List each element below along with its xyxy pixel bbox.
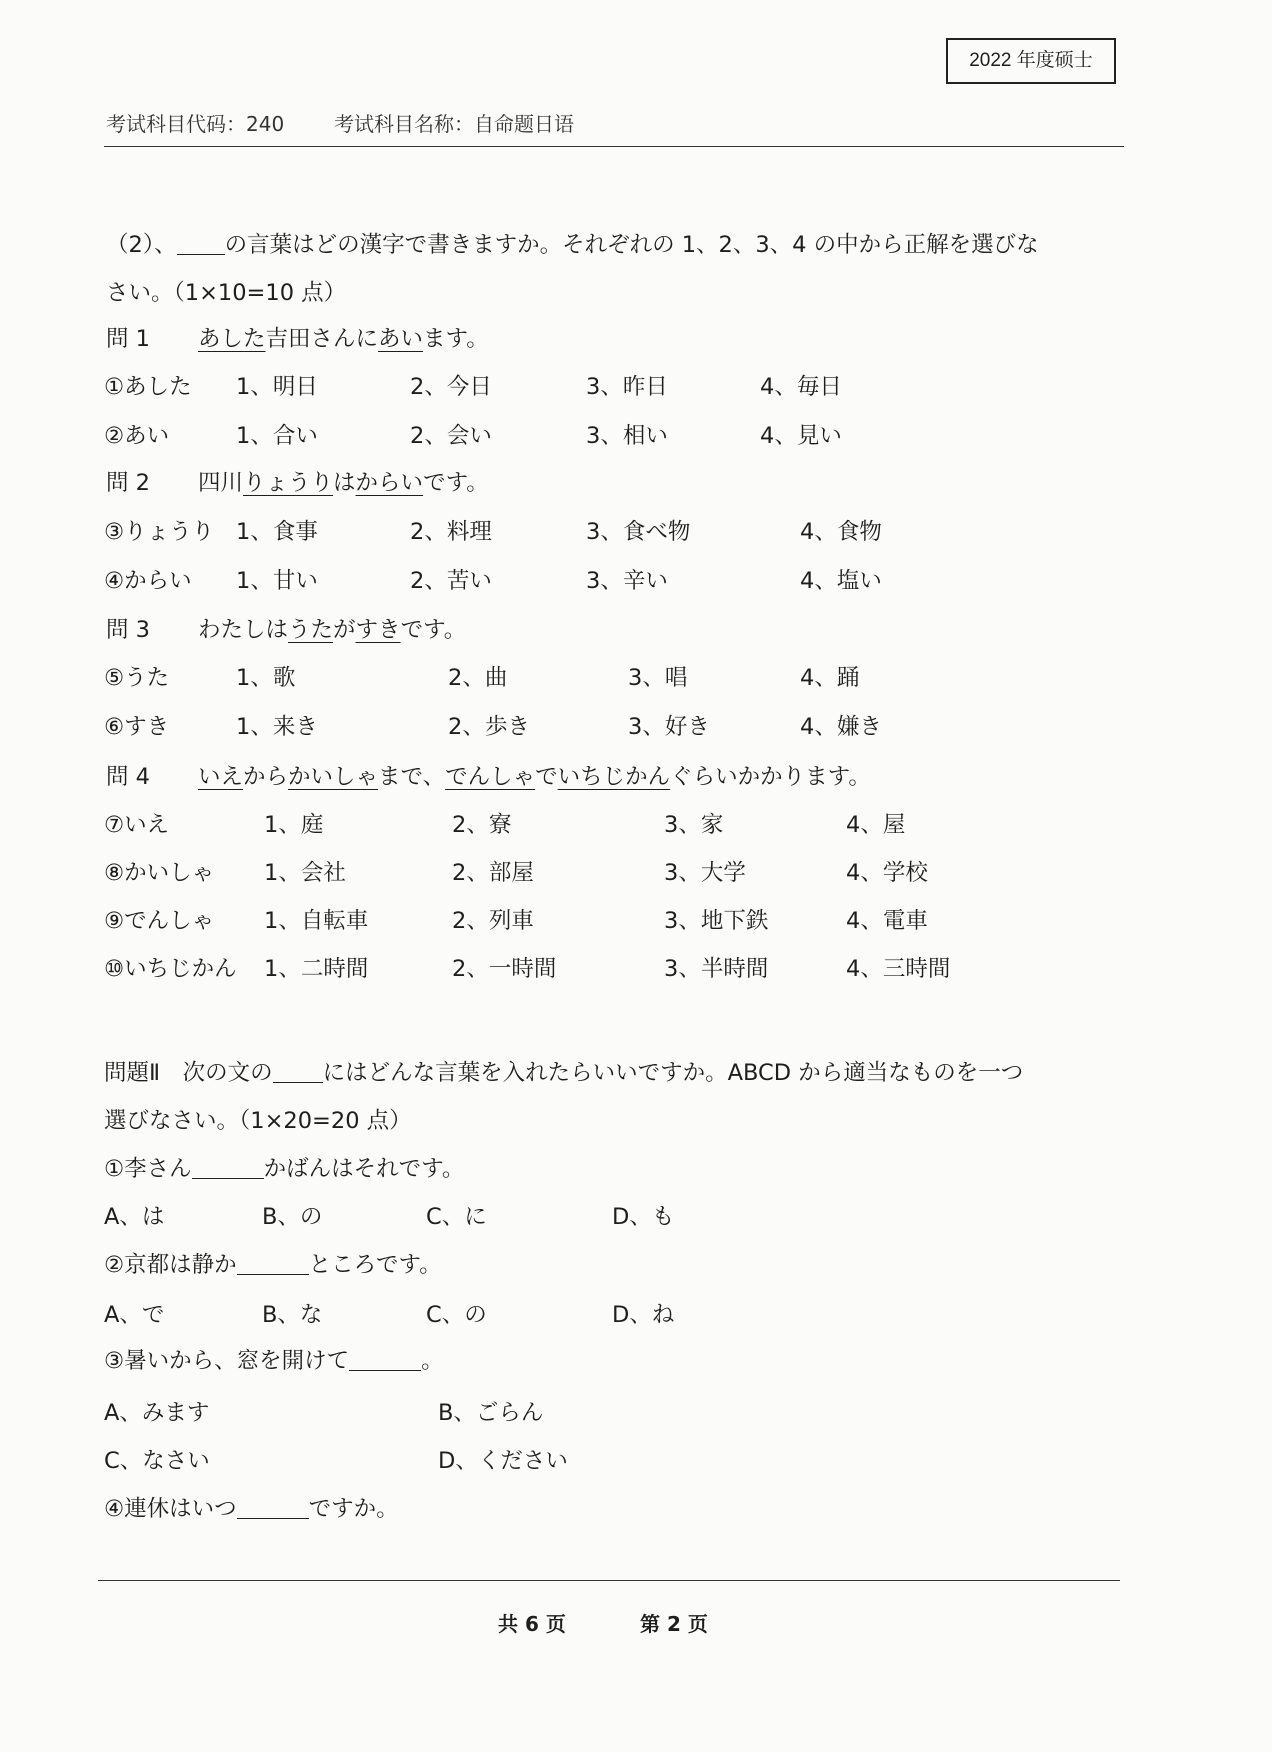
section-ii-title-rest: にはどんな言葉を入れたらいいですか。ABCD から適当なものを一つ	[322, 1060, 1024, 1086]
answer-option: 2、一時間	[452, 956, 557, 982]
item-label: ⑩いちじかん	[104, 956, 237, 982]
degree-year-badge: 2022 年度硕士	[946, 38, 1116, 84]
answer-option: 3、辛い	[586, 568, 668, 594]
section-ii-title: 問題Ⅱ 次の文の	[104, 1060, 273, 1086]
item-label: ⑤うた	[104, 665, 170, 691]
answer-option: 2、部屋	[452, 860, 534, 886]
underlined-word: あした	[198, 326, 266, 352]
answer-option: 1、食事	[236, 519, 318, 545]
choice-option: B、ごらん	[438, 1400, 544, 1426]
item-label: ⑨でんしゃ	[104, 908, 215, 934]
header-rule	[104, 146, 1124, 147]
sentence-text: です。	[423, 470, 489, 496]
answer-option: 3、唱	[628, 665, 688, 691]
underlined-word: かいしゃ	[288, 764, 379, 790]
choice-option: D、ね	[612, 1302, 675, 1328]
footer-rule	[98, 1580, 1120, 1581]
answer-option: 2、列車	[452, 908, 534, 934]
answer-option: 2、料理	[410, 519, 492, 545]
answer-option: 4、三時間	[846, 956, 951, 982]
answer-option: 2、寮	[452, 812, 512, 838]
question-text-after: ところです。	[308, 1252, 442, 1278]
question-text-after: ですか。	[308, 1496, 399, 1522]
answer-option: 2、今日	[410, 374, 492, 400]
underlined-word: うた	[288, 617, 334, 643]
question-sentence	[198, 324, 489, 354]
fill-in-question	[104, 1154, 464, 1184]
answer-option: 2、曲	[448, 665, 508, 691]
section-ii-instruction	[104, 1058, 1023, 1088]
choice-option: C、の	[426, 1302, 487, 1328]
answer-option: 1、庭	[264, 812, 324, 838]
question-sentence	[198, 762, 871, 792]
underlined-word: りょうり	[243, 470, 334, 496]
answer-option: 3、相い	[586, 423, 668, 449]
subject-code: 考试科目代码：240	[106, 112, 285, 136]
question-text-before: ①李さん	[104, 1156, 192, 1182]
underlined-word: でんしゃ	[445, 764, 536, 790]
question-text-before: ③暑いから、窓を開けて	[104, 1348, 350, 1374]
sentence-text: で	[535, 764, 558, 790]
answer-option: 4、見い	[760, 423, 842, 449]
section2-instruction-line2: さい。（1×10=10 点）	[106, 280, 347, 306]
answer-option: 4、食物	[800, 519, 882, 545]
sentence-text: は	[333, 470, 356, 496]
answer-blank	[177, 230, 225, 255]
choice-option: A、で	[104, 1302, 165, 1328]
item-label: ⑧かいしゃ	[104, 860, 215, 886]
section2-instruction-text: の言葉はどの漢字で書きますか。それぞれの 1、2、3、4 の中から正解を選びな	[224, 232, 1039, 258]
answer-option: 3、家	[664, 812, 724, 838]
sentence-text: 四川	[198, 470, 244, 496]
section-ii-line2: 選びなさい。（1×20=20 点）	[104, 1108, 412, 1134]
question-text-after: 。	[421, 1348, 444, 1374]
underlined-word: すき	[355, 617, 401, 643]
choice-option: C、に	[426, 1204, 487, 1230]
sentence-text: ぐらいかかります。	[670, 764, 871, 790]
answer-blank	[349, 1346, 421, 1371]
sentence-text: わたしは	[198, 617, 289, 643]
answer-option: 4、学校	[846, 860, 928, 886]
sentence-text: 吉田さんに	[265, 326, 379, 352]
answer-option: 4、踊	[800, 665, 860, 691]
item-label: ③りょうり	[104, 519, 215, 545]
choice-option: B、の	[262, 1204, 323, 1230]
question-label: 問 4	[106, 764, 150, 790]
choice-option: D、も	[612, 1204, 675, 1230]
answer-option: 4、屋	[846, 812, 906, 838]
choice-option: B、な	[262, 1302, 323, 1328]
answer-option: 1、来き	[236, 714, 318, 740]
answer-option: 4、塩い	[800, 568, 882, 594]
answer-option: 1、明日	[236, 374, 318, 400]
underlined-word: いちじかん	[557, 764, 671, 790]
sentence-text: まで、	[378, 764, 446, 790]
section2-number: （2）、	[106, 232, 177, 258]
answer-option: 3、半時間	[664, 956, 769, 982]
answer-blank	[237, 1250, 309, 1275]
sentence-text: から	[243, 764, 289, 790]
question-sentence	[198, 468, 489, 498]
question-text-before: ②京都は静か	[104, 1252, 237, 1278]
underlined-word: いえ	[198, 764, 244, 790]
question-label: 問 1	[106, 326, 150, 352]
fill-in-question	[104, 1346, 444, 1376]
answer-option: 2、歩き	[448, 714, 530, 740]
answer-option: 4、嫌き	[800, 714, 882, 740]
choice-option: C、なさい	[104, 1448, 210, 1474]
item-label: ②あい	[104, 423, 170, 449]
sentence-text: ます。	[423, 326, 489, 352]
answer-blank	[273, 1058, 323, 1083]
question-sentence	[198, 615, 466, 645]
question-label: 問 2	[106, 470, 150, 496]
sentence-text: です。	[400, 617, 467, 643]
item-label: ⑥すき	[104, 714, 170, 740]
answer-option: 2、会い	[410, 423, 492, 449]
fill-in-question	[104, 1250, 442, 1280]
underlined-word: あい	[378, 326, 424, 352]
sentence-text: が	[333, 617, 356, 643]
question-label: 問 3	[106, 617, 150, 643]
underlined-word: からい	[355, 470, 424, 496]
page-current: 第 2 页	[640, 1612, 708, 1636]
answer-option: 3、好き	[628, 714, 710, 740]
answer-blank	[237, 1494, 309, 1519]
answer-option: 3、昨日	[586, 374, 668, 400]
fill-in-question	[104, 1494, 399, 1524]
answer-option: 1、合い	[236, 423, 318, 449]
answer-option: 4、電車	[846, 908, 928, 934]
answer-option: 4、毎日	[760, 374, 842, 400]
item-label: ④からい	[104, 568, 192, 594]
choice-option: A、みます	[104, 1400, 210, 1426]
answer-option: 3、食べ物	[586, 519, 691, 545]
section2-instruction	[106, 230, 1039, 260]
item-label: ⑦いえ	[104, 812, 170, 838]
subject-name: 考试科目名称：自命题日语	[334, 112, 574, 136]
answer-option: 1、二時間	[264, 956, 369, 982]
choice-option: A、は	[104, 1204, 165, 1230]
question-text-before: ④連休はいつ	[104, 1496, 237, 1522]
choice-option: D、ください	[438, 1448, 568, 1474]
answer-option: 1、甘い	[236, 568, 318, 594]
answer-option: 2、苦い	[410, 568, 492, 594]
answer-option: 1、歌	[236, 665, 296, 691]
page-total: 共 6 页	[498, 1612, 566, 1636]
answer-blank	[192, 1154, 264, 1179]
item-label: ①あした	[104, 374, 192, 400]
question-text-after: かばんはそれです。	[263, 1156, 465, 1182]
answer-option: 1、自転車	[264, 908, 369, 934]
answer-option: 3、大学	[664, 860, 746, 886]
answer-option: 1、会社	[264, 860, 346, 886]
answer-option: 3、地下鉄	[664, 908, 769, 934]
